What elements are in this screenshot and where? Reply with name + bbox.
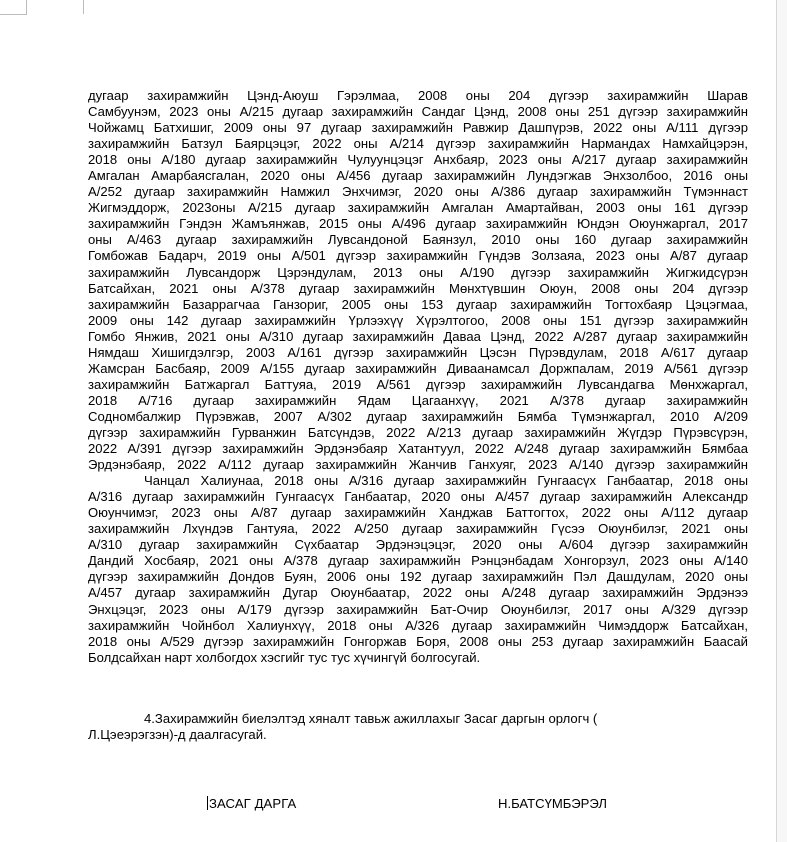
document-line: Оюунчимэг, 2023 оны А/87 дугаар захирамжийн Ханджав Баттогтох, 2022 оны А/112 дугаар: [88, 505, 748, 521]
document-line: захирамжийн Лхүндэв Гантуяа, 2022 А/250 дугаар захирамжийн Гүсээ Оюунбилэг, 2021 оны: [88, 521, 748, 537]
document-line: А/252 дугаар захирамжийн Намжил Энхчимэг, 2020 оны А/386 дугаар захирамжийн Түмэннаст: [88, 184, 748, 200]
document-line: Жигмэддорж, 2023оны А/215 дугаар захирамжийн Амгалан Амартайван, 2003 оны 161 дүгээр: [88, 200, 748, 216]
document-line: 2018 оны А/180 дугаар захирамжийн Чулуунцэцэг Анхбаяр, 2023 оны А/217 дугаар захирамжийн: [88, 152, 748, 168]
document-line: захирамжийн Чойнбол Халиунхүү, 2018 оны А/326 дугаар захирамжийн Чимэддорж Батсайхан,: [88, 617, 748, 633]
signature-name: Н.БАТСҮМБЭРЭЛ: [498, 796, 607, 811]
document-line: А/457 дугаар захирамжийн Дугар Оюунбаатар, 2022 оны А/248 дугаар захирамжийн Эрдэнээ: [88, 585, 748, 601]
document-line: дүгээр захирамжийн Дондов Буян, 2006 оны 192 дугаар захирамжийн Пэл Дашдулам, 2020 оны: [88, 569, 748, 585]
vertical-scrollbar[interactable]: [776, 0, 787, 842]
item-4-paragraph: [88, 711, 748, 743]
document-line: Эрдэнэбаяр, 2022 А/112 дугаар захирамжийн Жанчив Ганхуяг, 2023 А/140 дүгээр захирамжийн: [88, 457, 748, 473]
document-line: Энхцэцэг, 2023 оны А/179 дүгээр захирамжийн Бат-Очир Оюунбилэг, 2017 оны А/329 дүгээр: [88, 601, 748, 617]
document-line: Болдсайхан нарт холбогдох хэсгийг тус тус хүчингүй болгосугай.: [88, 649, 481, 665]
document-line: захирамжийн Базаррагчаа Ганзориг, 2005 оны 153 дугаар захирамжийн Тогтохбаяр Цэцэгмаа,: [88, 296, 748, 312]
document-line: Гомбожав Бадарч, 2019 оны А/501 дүгээр захирамжийн Гүндэв Золзаяа, 2023 оны А/87 дугаар: [88, 248, 748, 264]
text-cursor: [207, 796, 208, 810]
document-line: захирамжийн Гэндэн Жамъянжав, 2015 оны А/496 дугаар захирамжийн Юндэн Оюунжаргал, 2017: [88, 216, 748, 232]
document-line: А/316 дугаар захирамжийн Гунгаасүх Ганбаатар, 2020 оны А/457 дугаар захирамжийн Александр: [88, 489, 748, 505]
document-line: дүгээр захирамжийн Гурванжин Батсүндэв, 2022 А/213 дугаар захирамжийн Жүгдэр Пүрэвсүрэн,: [88, 424, 748, 440]
document-line: Чанцал Халиунаа, 2018 оны А/316 дугаар захирамжийн Гунгаасүх Ганбаатар, 2018 оны: [144, 473, 748, 489]
signature-title-text: ЗАСАГ ДАРГА: [209, 796, 297, 811]
document-line: захирамжийн Лувсандорж Цэрэндулам, 2013 оны А/190 дүгээр захирамжийн Жигжидсүрэн: [88, 264, 748, 280]
document-line: Гомбо Янжив, 2021 оны А/310 дугаар захирамжийн Даваа Цэнд, 2022 А/287 дугаар захирамжийн: [88, 328, 748, 344]
document-body: [88, 88, 748, 666]
document-line: оны А/463 дугаар захирамжийн Лувсандоной Баянзул, 2010 оны 160 дугаар захирамжийн: [88, 232, 748, 248]
document-line: 2018 А/716 дугаар захирамжийн Ядам Цагаанхүү, 2021 А/378 дугаар захирамжийн: [88, 392, 748, 408]
item-4-line-1: 4.Захирамжийн биелэлтэд хяналт тавьж ажиллахыг Засаг даргын орлогч (: [144, 711, 598, 726]
annulment-paragraph: [88, 88, 748, 666]
document-line: Амгалан Амарбаясгалан, 2020 оны А/456 дугаар захирамжийн Лундэгжав Энхзолбоо, 2016 оны: [88, 168, 748, 184]
document-line: 2009 оны 142 дугаар захирамжийн Үрлээхүү Хүрэлтогоо, 2008 оны 151 дүгээр захирамжийн: [88, 312, 748, 328]
document-line: Самбуунэм, 2023 оны А/215 дугаар захирамжийн Сандаг Цэнд, 2008 оны 251 дүгээр захирамжийн: [88, 104, 748, 120]
document-line: Содномбалжир Пүрэвжав, 2007 А/302 дугаар захирамжийн Бямба Түмэнжаргал, 2010 А/209: [88, 408, 748, 424]
document-line: захирамжийн Батзул Баярцэцэг, 2022 оны А/214 дүгээр захирамжийн Нармандах Намхайцэрэн,: [88, 136, 748, 152]
document-line: Нямдаш Хишигдэлгэр, 2003 А/161 дүгээр захирамжийн Цэсэн Пүрэвдулам, 2018 А/617 дугаар: [88, 344, 748, 360]
document-line: Жамсран Басбаяр, 2009 А/155 дугаар захирамжийн Диваанамсал Доржпалам, 2019 А/561 дүгээр: [88, 360, 748, 376]
document-line: захирамжийн Батжаргал Баттуяа, 2019 А/561 дүгээр захирамжийн Лувсандагва Мөнхжаргал,: [88, 376, 748, 392]
item-4-line-2: Л.Цэеэрэгзэн)-д даалгасугай.: [88, 727, 267, 743]
document-line: Батсайхан, 2021 оны А/378 дугаар захирамжийн Мөнхтүвшин Оюун, 2008 оны 204 дүгээр: [88, 280, 748, 296]
page-corner-mark: [0, 0, 27, 15]
document-line: дугаар захирамжийн Цэнд-Аюуш Гэрэлмаа, 2008 оны 204 дүгээр захирамжийн Шарав: [88, 88, 748, 103]
page-margin-mark: [83, 0, 84, 14]
document-line: Чойжамц Батхишиг, 2009 оны 97 дугаар захирамжийн Равжир Дашпүрэв, 2022 оны А/111 дүгээр: [88, 120, 748, 136]
document-line: Дандий Хосбаяр, 2021 оны А/378 дугаар захирамжийн Рэнцэнбадам Хонгорзул, 2023 оны А/140: [88, 553, 748, 569]
document-line: А/310 дугаар захирамжийн Сүхбаатар Эрдэнэцэцэг, 2020 оны А/604 дүгээр захирамжийн: [88, 537, 748, 553]
signature-title: [207, 796, 296, 811]
document-line: 2018 оны А/529 дүгээр захирамжийн Гонгоржав Боря, 2008 оны 253 дугаар захирамжийн Баасай: [88, 633, 748, 649]
document-line: 2022 А/391 дүгээр захирамжийн Эрдэнэбаяр Хатантуул, 2022 А/248 дугаар захирамжийн Бямбаа: [88, 441, 748, 457]
